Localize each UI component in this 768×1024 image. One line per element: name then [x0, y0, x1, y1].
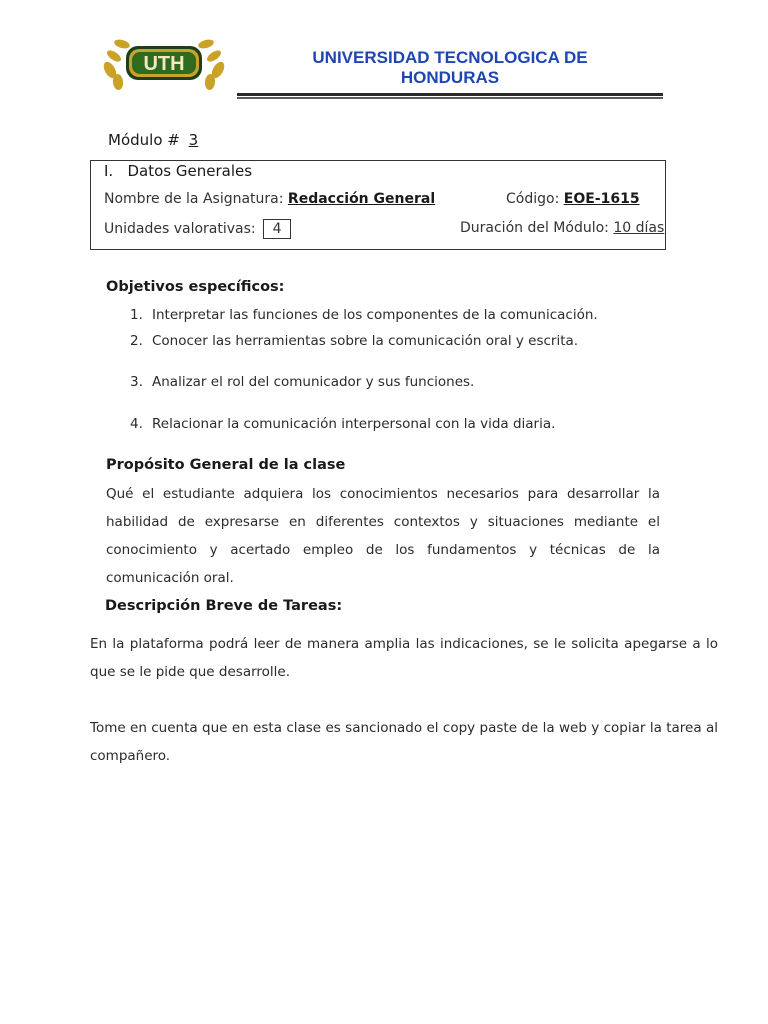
- objective-text: Interpretar las funciones de los componentes de la comunicación.: [152, 307, 598, 323]
- units-label: Unidades valorativas:: [104, 221, 256, 237]
- logo-text: UTH: [143, 53, 185, 75]
- objectives-heading: Objetivos específicos:: [106, 279, 285, 295]
- code-label: Código:: [506, 191, 560, 207]
- units-row: [104, 219, 291, 239]
- objective-number: 2.: [130, 333, 143, 349]
- duration-label: Duración del Módulo:: [460, 220, 609, 236]
- objective-text: Conocer las herramientas sobre la comunicación oral y escrita.: [152, 333, 579, 349]
- objective-number: 3.: [130, 374, 143, 390]
- objective-text: Relacionar la comunicación interpersonal con la vida diaria.: [152, 416, 556, 432]
- code-row: [506, 191, 640, 207]
- module-label: Módulo #: [108, 131, 180, 149]
- header-divider: [237, 93, 663, 99]
- university-logo: [100, 30, 228, 94]
- subject-label: Nombre de la Asignatura:: [104, 191, 284, 207]
- task-description-paragraph-2: Tome en cuenta que en esta clase es sancionado el copy paste de la web y copiar la tarea al compañero.: [90, 720, 718, 764]
- university-title: [300, 48, 600, 88]
- objective-text: Analizar el rol del comunicador y sus funciones.: [152, 374, 475, 390]
- duration-row: [460, 220, 664, 236]
- task-description-paragraph-1: En la plataforma podrá leer de manera amplia las indicaciones, se le solicita apegarse a lo que se le pide que desarrolle.: [90, 636, 718, 680]
- laurel-logo-icon: [100, 30, 228, 94]
- purpose-text: Qué el estudiante adquiera los conocimientos necesarios para desarrollar la habilidad de expresarse en diferentes contextos y situaciones mediante el conocimiento y acertado empleo de los fundamentos y técnicas de la comunicación oral.: [106, 486, 660, 586]
- general-data-heading: I. Datos Generales: [104, 162, 253, 180]
- objective-item: [130, 416, 555, 432]
- university-title-line1: UNIVERSIDAD TECNOLOGICA DE: [312, 48, 588, 67]
- duration-value: 10 días: [613, 220, 665, 236]
- objective-item: [130, 374, 474, 390]
- code-value: EOE-1615: [563, 191, 640, 207]
- subject-row: [104, 191, 435, 207]
- objective-item: [130, 307, 598, 323]
- module-number: 3: [188, 131, 199, 149]
- objective-number: 1.: [130, 307, 143, 323]
- module-number-line: [108, 131, 202, 149]
- objective-item: [130, 333, 578, 349]
- purpose-heading: Propósito General de la clase: [106, 457, 346, 473]
- objective-number: 4.: [130, 416, 143, 432]
- subject-value: Redacción General: [287, 191, 436, 207]
- units-value: 4: [263, 219, 291, 239]
- university-title-line2: HONDURAS: [400, 68, 500, 87]
- task-description-heading: Descripción Breve de Tareas:: [105, 598, 343, 614]
